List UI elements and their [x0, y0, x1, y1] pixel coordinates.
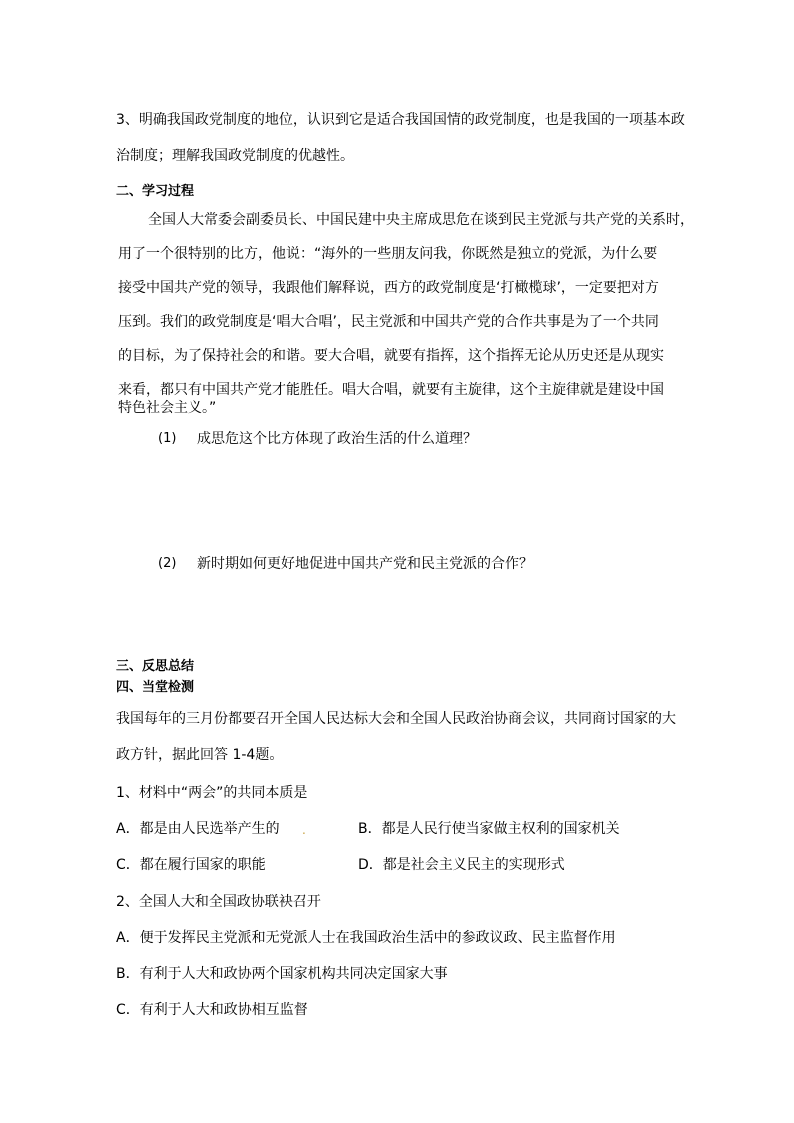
- q1-option-d: D．都是社会主义民主的实现形式: [358, 857, 565, 873]
- question-2-number: (2): [158, 556, 177, 571]
- q1-option-a: A．都是由人民选举产生的: [116, 821, 280, 837]
- passage-line-7: 特色社会主义。”: [118, 400, 217, 416]
- question-2-text: 新时期如何更好地促进中国共产党和民主党派的合作？: [197, 556, 533, 572]
- section-3-heading: 三、反思总结: [116, 659, 195, 674]
- passage-line-6: 来看，都只有中国共产党才能胜任。唱大合唱，就要有主旋律，这个主旋律就是建设中国: [118, 382, 664, 398]
- goal-3-line-1: 3、明确我国政党制度的地位，认识到它是适合我国国情的政党制度，也是我国的一项基本政: [116, 112, 685, 128]
- goal-3-line-2: 治制度；理解我国政党制度的优越性。: [116, 148, 354, 164]
- question-1-number: (1): [158, 431, 177, 446]
- q1-option-b: B．都是人民行使当家做主权利的国家机关: [358, 821, 620, 837]
- q2-stem: 2、全国人大和全国政协联袂召开: [116, 894, 321, 910]
- question-1-text: 成思危这个比方体现了政治生活的什么道理？: [197, 431, 477, 447]
- section-2-heading: 二、学习过程: [116, 184, 195, 199]
- q2-option-a: A．便于发挥民主党派和无党派人士在我国政治生活中的参政议政、民主监督作用: [116, 930, 616, 946]
- q2-option-c: C．有利于人大和政协相互监督: [116, 1002, 308, 1018]
- passage-line-3: 接受中国共产党的领导，我跟他们解释说，西方的政党制度是‘打橄榄球’，一定要把对方: [118, 280, 659, 296]
- passage-line-1: 全国人大常委会副委员长、中国民建中央主席成思危在谈到民主党派与共产党的关系时，: [148, 212, 694, 228]
- q2-option-b: B．有利于人大和政协两个国家机构共同决定国家大事: [116, 966, 448, 982]
- section-4-heading: 四、当堂检测: [116, 680, 195, 695]
- stray-mark: .: [302, 823, 306, 837]
- passage-line-5: 的目标，为了保持社会的和谐。要大合唱，就要有指挥，这个指挥无论从历史还是从现实: [118, 348, 664, 364]
- q1-option-c: C．都在履行国家的职能: [116, 857, 266, 873]
- passage-line-4: 压到。我们的政党制度是‘唱大合唱’，民主党派和中国共产党的合作共事是为了一个共同: [118, 314, 659, 330]
- passage-line-2: 用了一个很特别的比方，他说：“海外的一些朋友问我，你既然是独立的党派，为什么要: [118, 246, 658, 262]
- section-4-intro-line-2: 政方针，据此回答 1-4题。: [116, 747, 284, 763]
- q1-stem: 1、材料中“两会”的共同本质是: [116, 785, 308, 801]
- section-4-intro-line-1: 我国每年的三月份都要召开全国人民达标大会和全国人民政治协商会议，共同商讨国家的大: [116, 711, 676, 727]
